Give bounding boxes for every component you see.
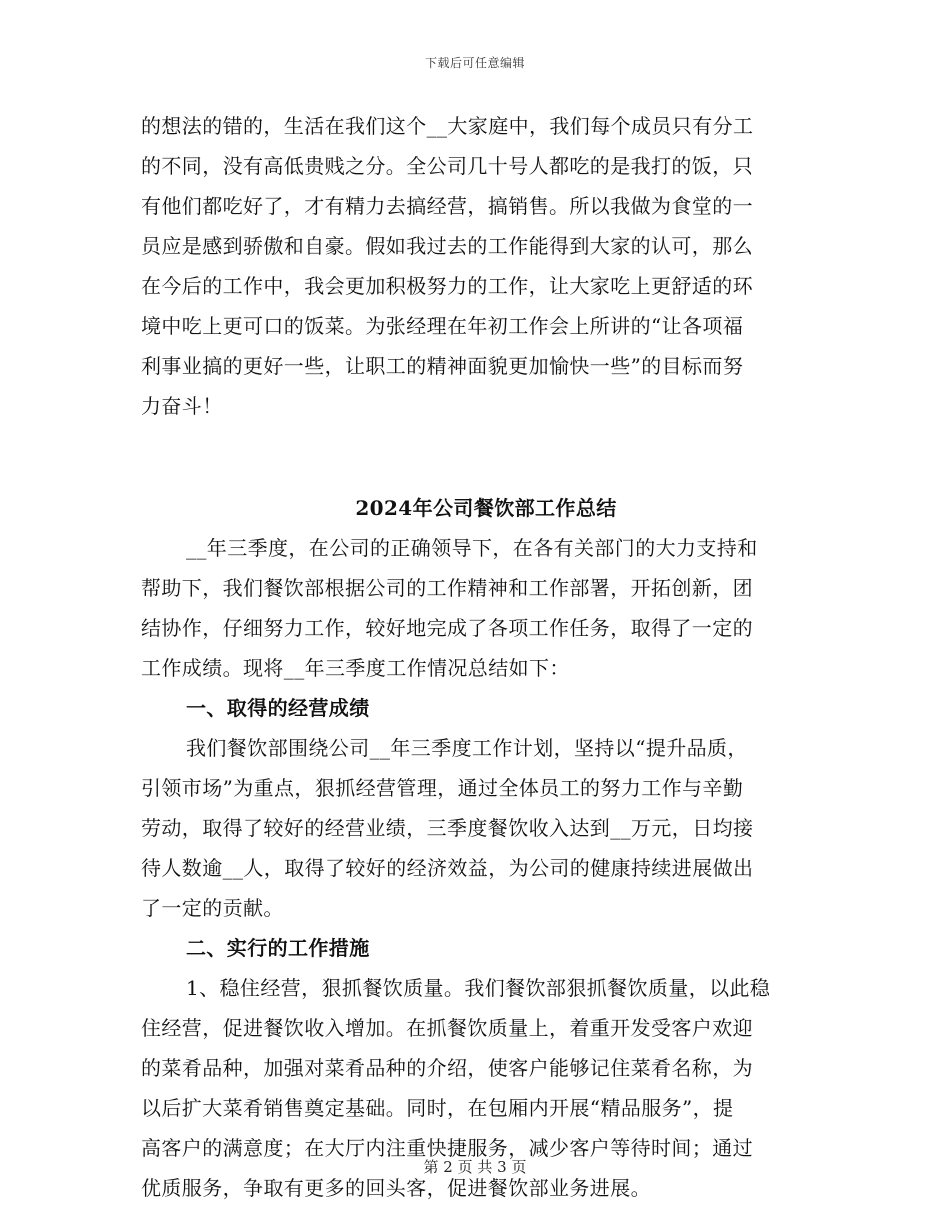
paragraph-line: 帮助下，我们餐饮部根据公司的工作精神和工作部署，开拓创新，团 [141, 576, 753, 600]
paragraph-line: 工作成绩。现将__年三季度工作情况总结如下： [141, 656, 570, 680]
paragraph-line: 住经营，促进餐饮收入增加。在抓餐饮质量上，着重开发受客户欢迎 [141, 1016, 753, 1040]
section-heading: 二、实行的工作措施 [186, 936, 370, 960]
paragraph-line: 有他们都吃好了，才有精力去搞经营，搞销售。所以我做为食堂的一 [141, 194, 753, 218]
header-note: 下载后可任意编辑 [424, 56, 525, 70]
paragraph-line: 高客户的满意度；在大厅内注重快捷服务，减少客户等待时间；通过 [141, 1136, 753, 1160]
paragraph-line: 待人数逾__人，取得了较好的经济效益，为公司的健康持续进展做出 [141, 856, 754, 880]
paragraph-line: 的想法的错的，生活在我们这个__大家庭中，我们每个成员只有分工 [141, 114, 754, 138]
paragraph-line: 劳动，取得了较好的经营业绩，三季度餐饮收入达到__万元，日均接 [141, 816, 754, 840]
paragraph-line: 的不同，没有高低贵贱之分。全公司几十号人都吃的是我打的饭，只 [141, 154, 753, 178]
paragraph-line: 1、稳住经营，狠抓餐饮质量。我们餐饮部狠抓餐饮质量，以此稳 [186, 976, 771, 1000]
paragraph-line: __年三季度，在公司的正确领导下，在各有关部门的大力支持和 [186, 536, 758, 560]
previous-paragraph [141, 106, 809, 426]
intro-paragraph [141, 528, 809, 688]
paragraph-line: 结协作，仔细努力工作，较好地完成了各项工作任务，取得了一定的 [141, 616, 753, 640]
section-gap [141, 426, 809, 488]
section1-paragraph [141, 728, 809, 928]
paragraph-line: 我们餐饮部围绕公司__年三季度工作计划，坚持以“提升品质， [186, 736, 748, 760]
paragraph-line: 力奋斗！ [141, 394, 223, 418]
section-heading: 一、取得的经营成绩 [186, 696, 370, 720]
paragraph-line: 了一定的贡献。 [141, 896, 284, 920]
article-title: 2024年公司餐饮部工作总结 [355, 496, 617, 520]
paragraph-line: 在今后的工作中，我会更加积极努力的工作，让大家吃上更舒适的环 [141, 274, 753, 298]
page-number: 第 2 页 共 3 页 [423, 1158, 527, 1176]
paragraph-line: 境中吃上更可口的饭菜。为张经理在年初工作会上所讲的“让各项福 [141, 314, 744, 338]
page-content [141, 106, 809, 1208]
paragraph-line: 以后扩大菜肴销售奠定基础。同时，在包厢内开展“精品服务”，提 [141, 1096, 734, 1120]
paragraph-line: 引领市场”为重点，狠抓经营管理，通过全体员工的努力工作与辛勤 [141, 776, 744, 800]
paragraph-line: 利事业搞的更好一些，让职工的精神面貌更加愉快一些”的目标而努 [141, 354, 744, 378]
paragraph-line: 的菜肴品种，加强对菜肴品种的介绍，使客户能够记住菜肴名称，为 [141, 1056, 753, 1080]
paragraph-line: 员应是感到骄傲和自豪。假如我过去的工作能得到大家的认可，那么 [141, 234, 753, 258]
paragraph-line: 优质服务，争取有更多的回头客，促进餐饮部业务进展。 [141, 1176, 651, 1200]
